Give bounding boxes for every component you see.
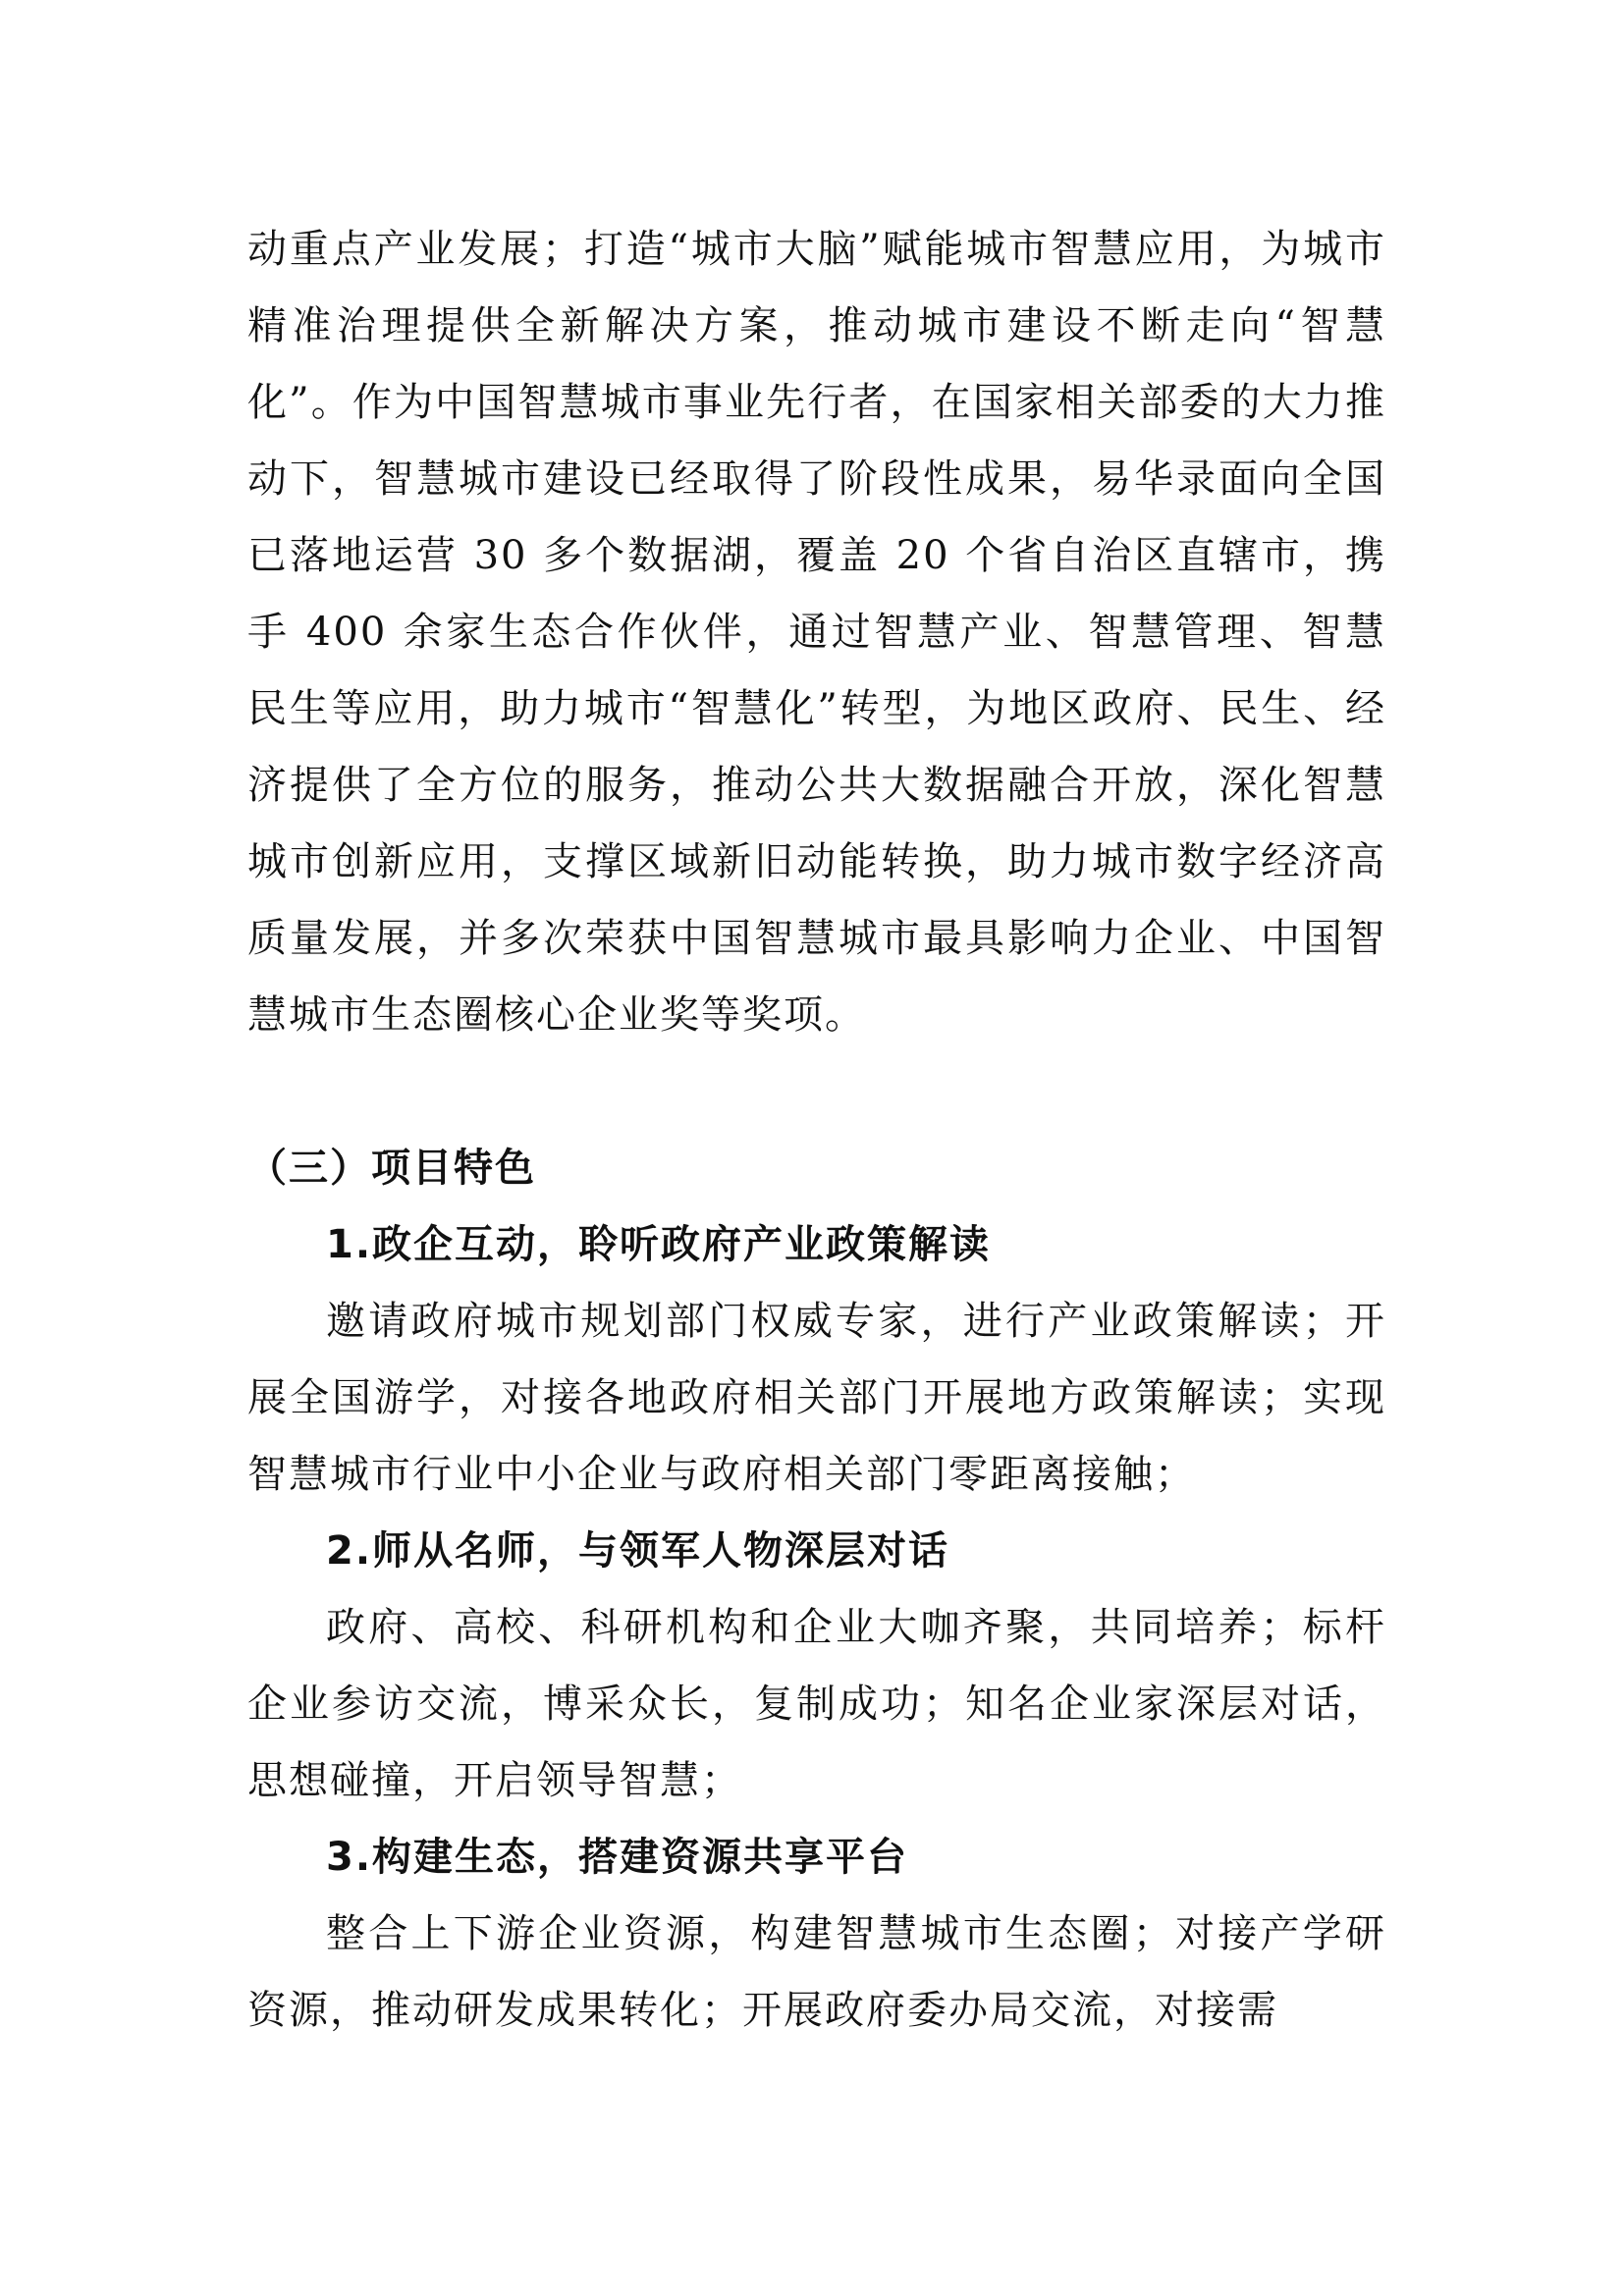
section-heading: （三）项目特色: [247, 1146, 536, 1191]
item-3-body: 整合上下游企业资源，构建智慧城市生态圈；对接产学研资源，推动研发成果转化；开展政府委办局交流，对接需: [247, 1911, 1386, 2033]
item-1-title: 1.政企互动，聆听政府产业政策解读: [326, 1222, 992, 1267]
item-1-body: 邀请政府城市规划部门权威专家，进行产业政策解读；开展全国游学，对接各地政府相关部门开展地方政策解读；实现智慧城市行业中小企业与政府相关部门零距离接触；: [247, 1299, 1386, 1497]
item-2-body: 政府、高校、科研机构和企业大咖齐聚，共同培养；标杆企业参访交流，博采众长，复制成功；知名企业家深层对话，思想碰撞，开启领导智慧；: [247, 1605, 1386, 1803]
document-page: [247, 211, 1386, 2049]
item-2-title: 2.师从名师，与领军人物深层对话: [326, 1528, 950, 1574]
item-3-title: 3.构建生态，搭建资源共享平台: [326, 1835, 909, 1880]
intro-paragraph: 动重点产业发展；打造“城市大脑”赋能城市智慧应用，为城市精准治理提供全新解决方案，推动城市建设不断走向“智慧化”。作为中国智慧城市事业先行者，在国家相关部委的大力推动下，智慧城市建设已经取得了阶段性成果，易华录面向全国已落地运营 30 多个数据湖，覆盖 20 个省自治区直辖市，携手 400 余家生态合作伙伴，通过智慧产业、智慧管理、智慧民生等应用，助力城市“智慧化”转型，为地区政府、民生、经济提供了全方位的服务，推动公共大数据融合开放，深化智慧城市创新应用，支撑区域新旧动能转换，助力城市数字经济高质量发展，并多次荣获中国智慧城市最具影响力企业、中国智慧城市生态圈核心企业奖等奖项。: [247, 227, 1386, 1038]
